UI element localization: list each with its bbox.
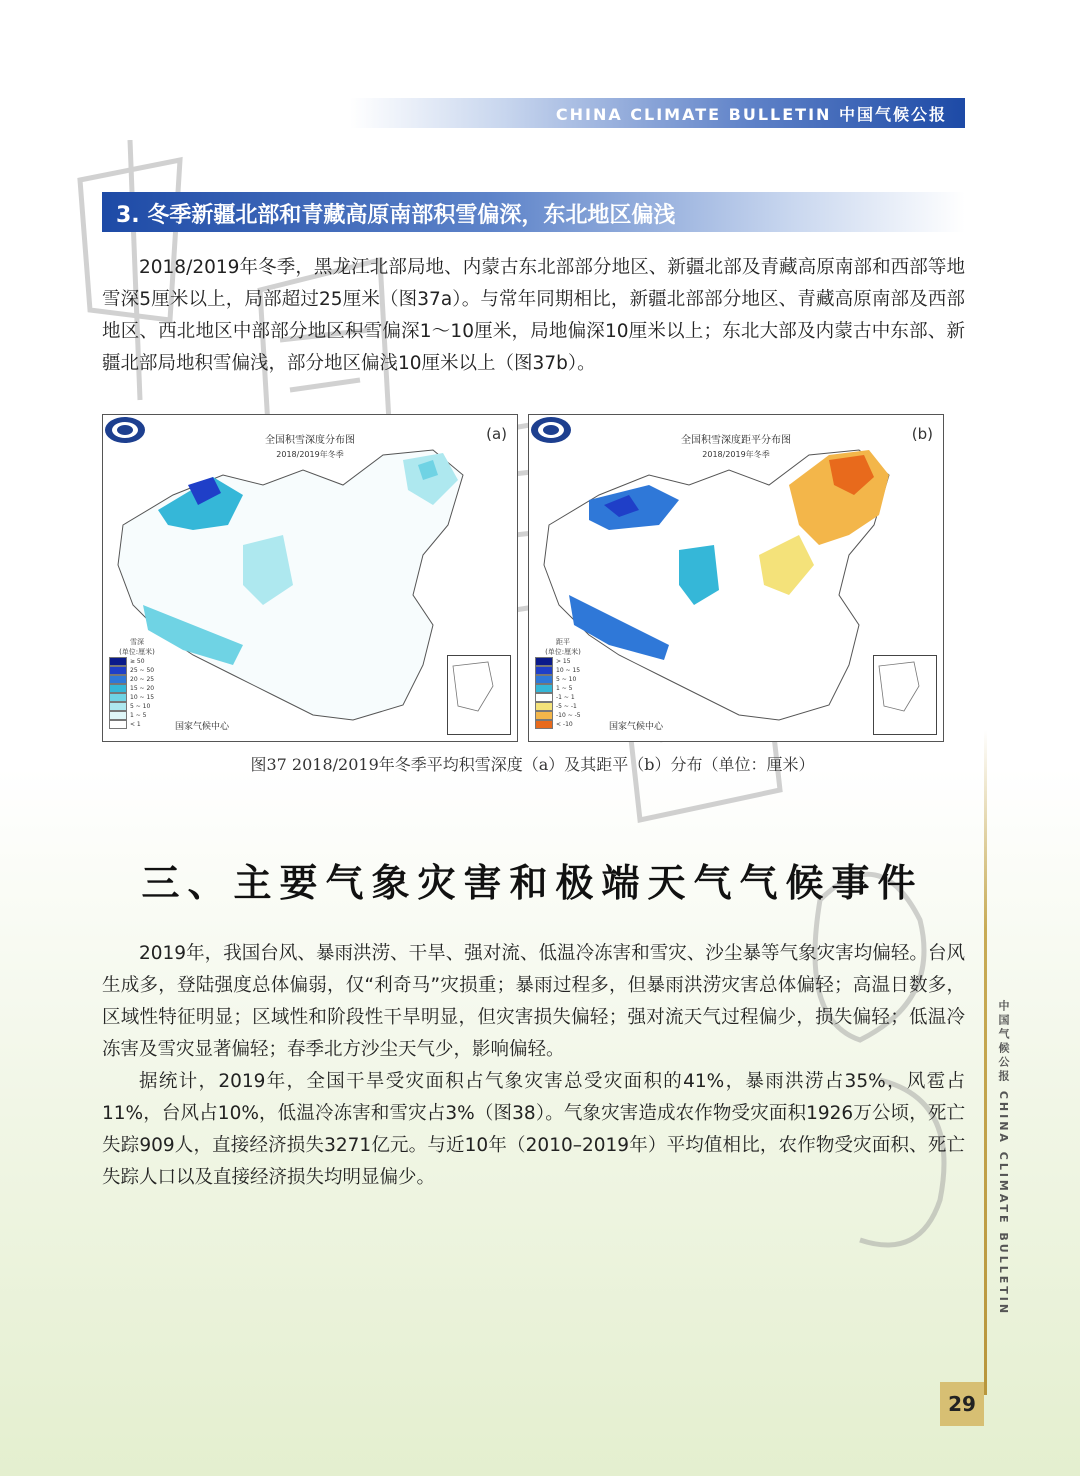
paragraph-snow-depth: 2018/2019年冬季，黑龙江北部局地、内蒙古东北部部分地区、新疆北部及青藏高原南部和西部等地雪深5厘米以上，局部超过25厘米（图37a）。与常年同期相比，新疆北部部分地区、青藏高原南部及西部地区、西北地区中部部分地区积雪偏深1～10厘米，局地偏深10厘米以上；东北大部及内蒙古中东部、新疆北部局地积雪偏浅，部分地区偏浅10厘米以上（图37b）。	[102, 257, 965, 374]
map-b-legend-row	[535, 666, 591, 675]
map-a-legend-label: 1 ~ 5	[130, 712, 147, 719]
figure-caption: 图37 2018/2019年冬季平均积雪深度（a）及其距平（b）分布（单位：厘米）	[250, 755, 815, 774]
map-a-legend-label: 20 ~ 25	[130, 676, 155, 683]
inset-b-graphic	[874, 656, 936, 734]
map-a-legend-swatch	[109, 675, 127, 684]
map-panel-a	[102, 414, 518, 742]
map-b-legend-row	[535, 675, 591, 684]
map-a-legend-swatch	[109, 657, 127, 666]
side-running-title: 中国气候公报 CHINA CLIMATE BULLETIN	[997, 1000, 1010, 1317]
map-b-legend-swatch	[535, 693, 553, 702]
map-b-legend-row	[535, 711, 591, 720]
map-b-legend-row	[535, 657, 591, 666]
map-b-center-name: 国家气候中心	[609, 722, 664, 732]
map-b-legend-label: 10 ~ 15	[556, 667, 581, 674]
map-a-legend	[109, 637, 165, 729]
map-a-legend-swatch	[109, 702, 127, 711]
inset-a-graphic	[448, 656, 510, 734]
map-a-subtitle: 2018/2019年冬季	[276, 450, 344, 459]
map-b-legend-row	[535, 684, 591, 693]
map-b-legend-label: < -10	[556, 721, 573, 728]
map-b-legend-row	[535, 702, 591, 711]
map-b-south-sea-inset	[873, 655, 937, 735]
paragraph-disasters-overview: 2019年，我国台风、暴雨洪涝、干旱、强对流、低温冷冻害和雪灾、沙尘暴等气象灾害均偏轻。台风生成多，登陆强度总体偏弱，仅“利奇马”灾损重；暴雨过程多，但暴雨洪涝灾害总体偏轻；高温日数多，区域性特征明显；区域性和阶段性干旱明显，但灾害损失偏轻；强对流天气过程偏少，损失偏轻；低温冷冻害及雪灾显著偏轻；春季北方沙尘天气少，影响偏轻。	[102, 943, 965, 1060]
map-b-legend-title: 距平 (单位:厘米)	[545, 638, 581, 656]
map-b-legend	[535, 637, 591, 729]
map-a-legend-swatch	[109, 711, 127, 720]
map-a-legend-label: 15 ~ 20	[130, 685, 155, 692]
map-a-label: (a)	[486, 425, 507, 443]
map-b-legend-label: -5 ~ -1	[556, 703, 577, 710]
map-a-legend-swatch	[109, 666, 127, 675]
map-a-legend-title: 雪深 (单位:厘米)	[119, 638, 155, 656]
map-b-legend-swatch	[535, 675, 553, 684]
chapter-title: 三、主要气象灾害和极端天气气候事件	[141, 861, 924, 905]
map-b-legend-label: 1 ~ 5	[556, 685, 573, 692]
map-b-legend-swatch	[535, 657, 553, 666]
map-b-legend-label: 5 ~ 10	[556, 676, 577, 683]
map-a-legend-swatch	[109, 720, 127, 729]
section-title: 3. 冬季新疆北部和青藏高原南部积雪偏深，东北地区偏浅	[116, 203, 676, 228]
map-b-legend-swatch	[535, 684, 553, 693]
map-b-legend-label: > 15	[556, 658, 571, 665]
map-b-legend-label: -10 ~ -5	[556, 712, 581, 719]
header-title: CHINA CLIMATE BULLETIN 中国气候公报	[555, 105, 947, 124]
page-number: 29	[940, 1382, 984, 1426]
map-a-legend-label: 10 ~ 15	[130, 694, 155, 701]
map-a-legend-label: ≥ 50	[130, 658, 145, 665]
map-b-legend-row	[535, 720, 591, 729]
map-a-legend-row	[109, 711, 165, 720]
map-a-center-name: 国家气候中心	[175, 722, 230, 732]
map-a-legend-label: 25 ~ 50	[130, 667, 155, 674]
header-bar	[350, 98, 965, 128]
map-b-legend-label: -1 ~ 1	[556, 694, 575, 701]
map-a-legend-label: 5 ~ 10	[130, 703, 151, 710]
map-a-south-sea-inset	[447, 655, 511, 735]
map-a-legend-row	[109, 666, 165, 675]
map-panel-b	[528, 414, 944, 742]
map-a-legend-swatch	[109, 684, 127, 693]
map-b-legend-swatch	[535, 666, 553, 675]
map-a-legend-row	[109, 693, 165, 702]
map-b-title: 全国积雪深度距平分布图	[681, 435, 791, 446]
map-a-legend-label: < 1	[130, 721, 141, 728]
map-b-legend-swatch	[535, 711, 553, 720]
map-b-label: (b)	[911, 425, 933, 443]
map-b-legend-swatch	[535, 702, 553, 711]
map-b-legend-row	[535, 693, 591, 702]
map-a-legend-row	[109, 720, 165, 729]
paragraph-disasters-statistics: 据统计，2019年，全国干旱受灾面积占气象灾害总受灾面积的41%，暴雨洪涝占35%，风雹占11%，台风占10%，低温冷冻害和雪灾占3%（图38）。气象灾害造成农作物受灾面积1926万公顷，死亡失踪909人，直接经济损失3271亿元。与近10年（2010–2019年）平均值相比，农作物受灾面积、死亡失踪人口以及直接经济损失均明显偏少。	[102, 1071, 965, 1188]
map-a-legend-row	[109, 684, 165, 693]
map-a-legend-row	[109, 702, 165, 711]
map-b-subtitle: 2018/2019年冬季	[702, 450, 770, 459]
map-a-title: 全国积雪深度分布图	[265, 435, 355, 446]
map-b-legend-swatch	[535, 720, 553, 729]
map-a-legend-row	[109, 675, 165, 684]
section-heading-bar	[102, 192, 965, 232]
map-a-legend-row	[109, 657, 165, 666]
map-a-legend-swatch	[109, 693, 127, 702]
